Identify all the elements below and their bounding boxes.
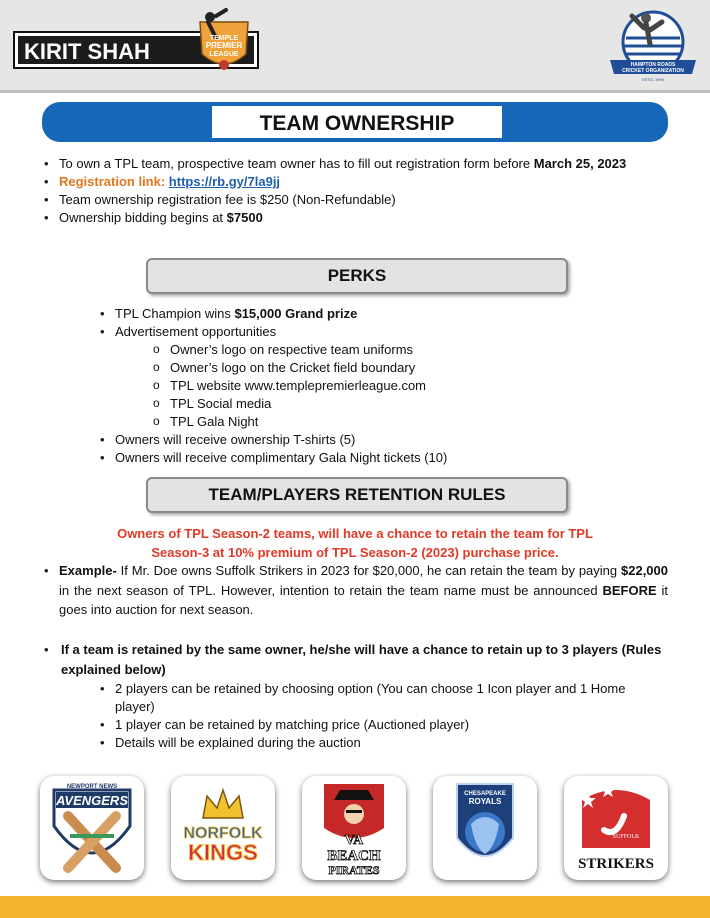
list-item: • Advertisement opportunities o Owner’s logo on respective team uniforms o Owner’s logo on the Cricket field boundary o TPL website www.templepremierleague.com o TPL Social media o TPL Gala Night — [98, 323, 518, 431]
retention-heading: TEAM/PLAYERS RETENTION RULES — [208, 485, 506, 504]
list-item: • 2 players can be retained by choosing option (You can choose 1 Icon player and 1 Home player) — [98, 680, 668, 716]
retention-heading-box — [146, 477, 568, 513]
svg-text:NORFOLK: NORFOLK — [183, 825, 263, 842]
perks-heading: PERKS — [327, 266, 387, 285]
perks-list — [98, 305, 518, 467]
perks-section — [98, 305, 518, 467]
ownership-info-list — [42, 155, 668, 227]
title-box — [212, 106, 502, 138]
svg-text:ROYALS: ROYALS — [468, 797, 502, 806]
svg-text:VA: VA — [344, 833, 364, 848]
retention-list — [42, 640, 668, 679]
list-item: • Owners will receive ownership T-shirts (5) — [98, 431, 518, 449]
team-logo-norfolk-kings — [171, 776, 275, 880]
team-logo-chesapeake-royals — [433, 776, 537, 880]
list-item: • TPL Champion wins $15,000 Grand prize — [98, 305, 518, 323]
list-item: o Owner’s logo on the Cricket field boundary — [153, 359, 518, 377]
svg-text:NEWPORT NEWS: NEWPORT NEWS — [66, 784, 118, 790]
svg-text:STRIKERS: STRIKERS — [578, 856, 654, 872]
hampton-roads-cricket-logo — [606, 8, 700, 84]
registration-link-item — [42, 173, 668, 191]
retention-note: Owners of TPL Season-2 teams, will have a chance to retain the team for TPL Season-3 at 10% premium of TPL Season-2 (2023) purchase price. — [117, 526, 593, 560]
kirit-shah-tpl-logo — [12, 8, 262, 74]
advertisement-list — [153, 341, 518, 431]
suffolk-strikers-logo — [564, 776, 668, 880]
list-item: • To own a TPL team, prospective team owner has to fill out registration form before March 25, 2023 — [42, 155, 668, 173]
svg-text:ESTD. 1999: ESTD. 1999 — [642, 77, 664, 82]
svg-text:KINGS: KINGS — [188, 840, 258, 865]
svg-text:CRICKET ORGANIZATION: CRICKET ORGANIZATION — [622, 68, 684, 74]
team-logo-avengers — [40, 776, 144, 880]
team-logo-va-beach-pirates — [302, 776, 406, 880]
team-logos-row — [40, 776, 672, 880]
player-retention-rules — [98, 680, 668, 752]
svg-text:AVENGERS: AVENGERS — [56, 793, 128, 808]
svg-text:LEAGUE: LEAGUE — [209, 51, 239, 58]
svg-text:PREMIER: PREMIER — [205, 41, 243, 50]
list-item: o TPL Gala Night — [153, 413, 518, 431]
avengers-logo — [40, 776, 144, 880]
registration-link-label: Registration link: — [59, 174, 169, 189]
example-list — [42, 561, 668, 620]
page-title: TEAM OWNERSHIP — [259, 112, 455, 135]
title-banner — [42, 102, 668, 142]
list-item: o Owner’s logo on respective team uniforms — [153, 341, 518, 359]
svg-text:HAMPTON ROADS: HAMPTON ROADS — [630, 62, 676, 68]
chesapeake-royals-logo — [433, 776, 537, 880]
list-item: • Owners will receive complimentary Gala Night tickets (10) — [98, 449, 518, 467]
list-item: • 1 player can be retained by matching price (Auctioned player) — [98, 716, 668, 734]
registration-link[interactable]: https://rb.gy/7la9jj — [168, 174, 281, 189]
svg-text:TEMPLE: TEMPLE — [209, 35, 239, 42]
svg-text:PIRATES: PIRATES — [328, 863, 380, 877]
list-item: • If a team is retained by the same owner, he/she will have a chance to retain up to 3 players (Rules explained below) — [42, 640, 668, 679]
list-item: o TPL Social media — [153, 395, 518, 413]
kirit-shah-wordmark: KIRIT SHAH — [24, 39, 150, 64]
list-item: • Ownership bidding begins at $7500 — [42, 209, 668, 227]
svg-text:CHESAPEAKE: CHESAPEAKE — [464, 791, 506, 797]
team-logo-suffolk-strikers — [564, 776, 668, 880]
list-item: o TPL website www.templepremierleague.com — [153, 377, 518, 395]
perks-heading-box — [146, 258, 568, 294]
svg-text:BEACH: BEACH — [327, 848, 381, 864]
page-header — [0, 0, 710, 93]
list-item: • Example- If Mr. Doe owns Suffolk Strikers in 2023 for $20,000, he can retain the team by paying $22,000 in the next season of TPL. However, intention to retain the team name must be announced BEFORE it goes into auction for next season. — [42, 561, 668, 620]
norfolk-kings-logo — [171, 776, 275, 880]
list-item: • Team ownership registration fee is $250 (Non-Refundable) — [42, 191, 668, 209]
va-beach-pirates-logo — [302, 776, 406, 880]
footer-bar — [0, 896, 710, 918]
svg-text:SUFFOLK: SUFFOLK — [612, 834, 640, 840]
list-item: • Details will be explained during the auction — [98, 734, 668, 752]
